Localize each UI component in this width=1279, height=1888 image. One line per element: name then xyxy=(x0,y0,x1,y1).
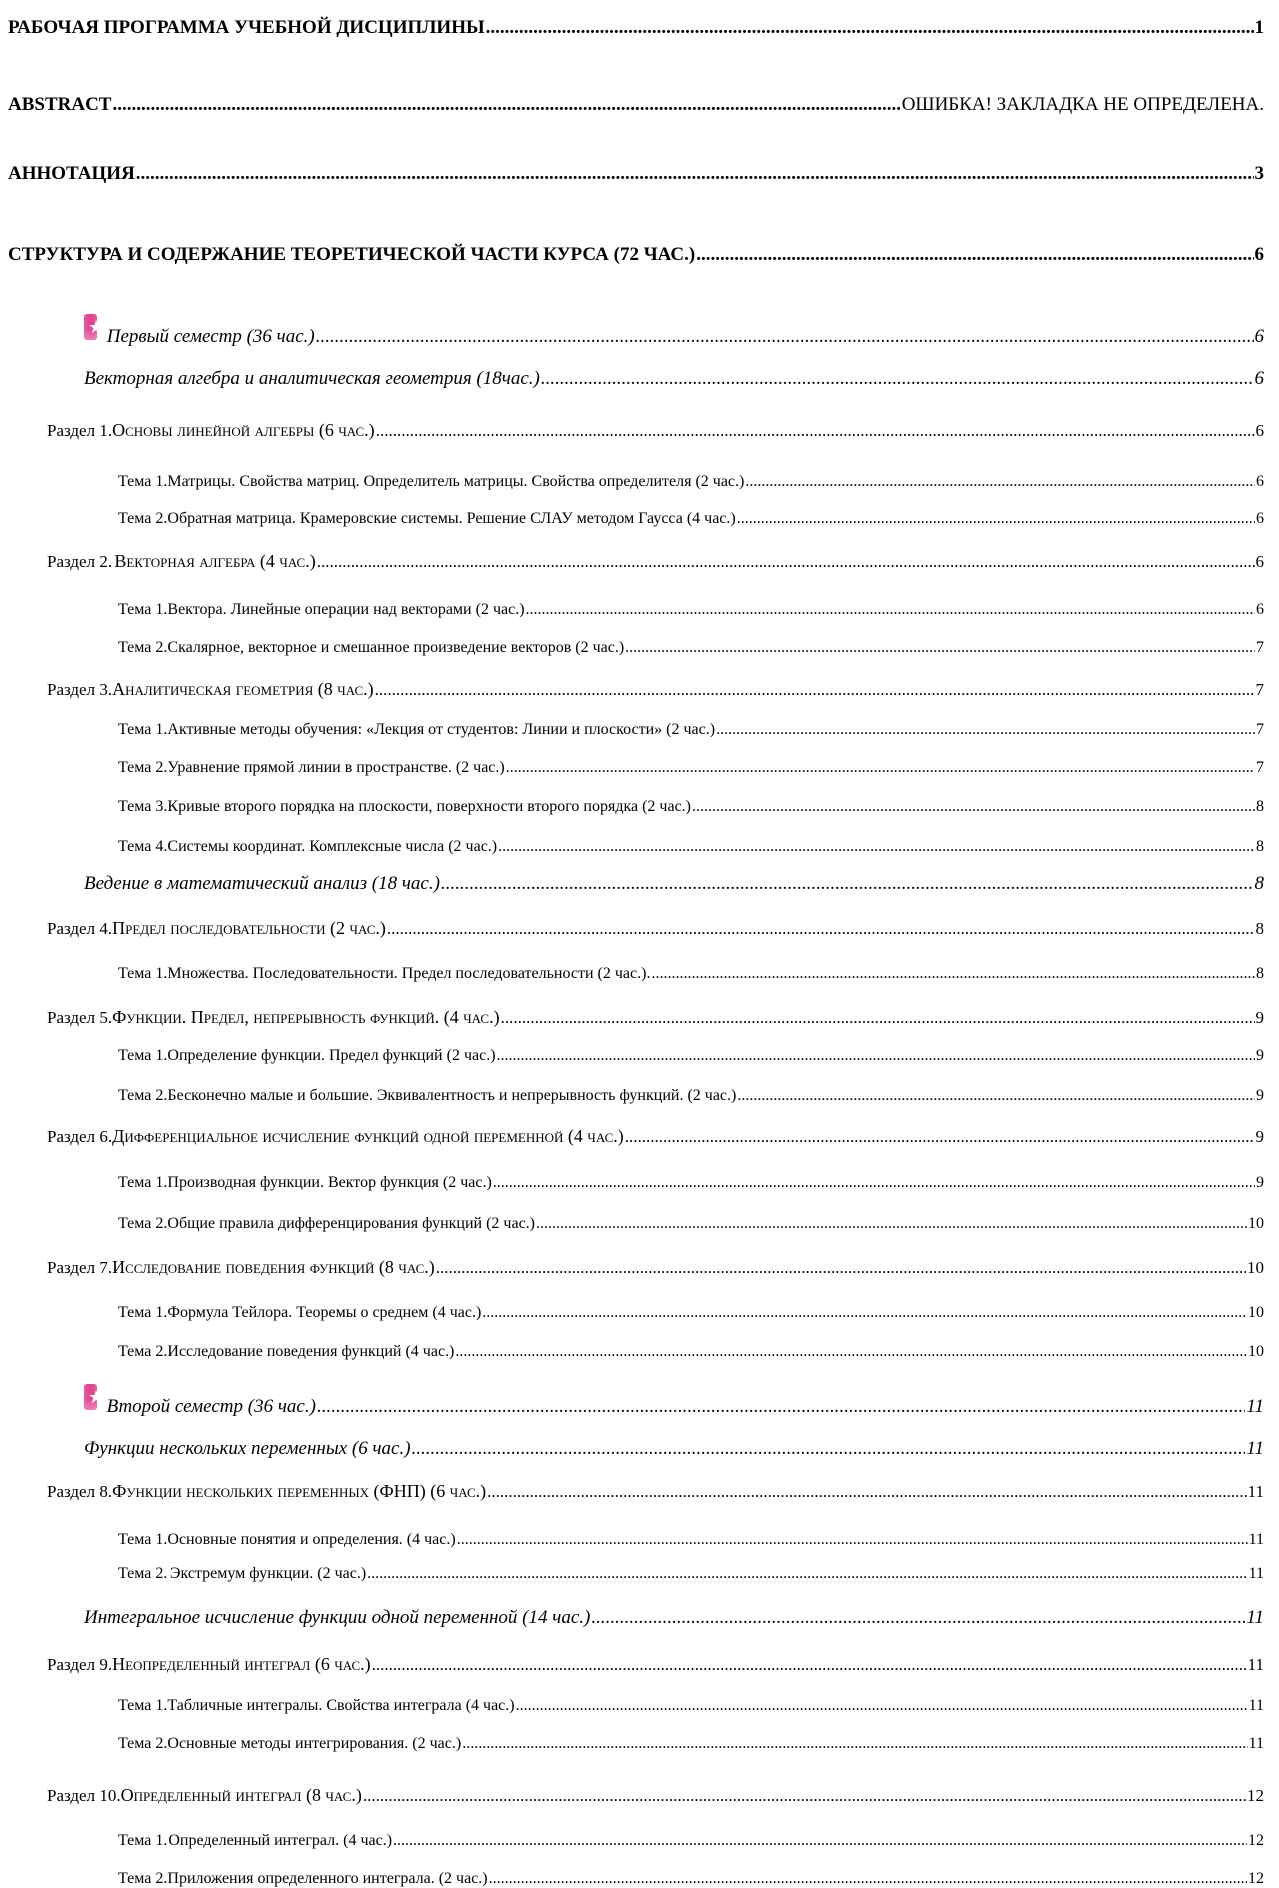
toc-page-number: 6 xyxy=(1256,510,1264,527)
toc-entry-number: Тема 2. xyxy=(118,759,168,776)
toc-entry[interactable] xyxy=(118,1870,1264,1888)
toc-entry[interactable] xyxy=(8,94,1264,116)
toc-page-number: 11 xyxy=(1248,1565,1264,1582)
toc-entry-title: Вектора. Линейные операции над векторами (2 час.) xyxy=(167,601,525,618)
toc-entry-title: Формула Тейлора. Теоремы о среднем (4 час.) xyxy=(167,1304,482,1321)
toc-dot-leader xyxy=(457,1531,1248,1549)
toc-dot-leader xyxy=(316,326,1254,348)
toc-dot-leader xyxy=(625,1127,1255,1147)
toc-entry-number: Тема 1. xyxy=(118,1697,168,1714)
toc-entry-title: Скалярное, векторное и смешанное произведение векторов (2 час.) xyxy=(167,639,625,656)
bookmark-error-text: ОШИБКА! ЗАКЛАДКА НЕ ОПРЕДЕЛЕНА. xyxy=(901,94,1264,115)
toc-dot-leader xyxy=(393,1832,1247,1850)
toc-dot-leader xyxy=(692,798,1255,816)
star-icon xyxy=(84,1384,97,1410)
toc-entry-title: Уравнение прямой линии в пространстве. (2 час.) xyxy=(167,759,505,776)
toc-entry-title: Ведение в математический анализ (18 час.) xyxy=(84,873,440,894)
toc-page-number: 7 xyxy=(1256,721,1264,738)
toc-entry-title: ABSTRACT xyxy=(8,94,112,115)
toc-entry[interactable] xyxy=(47,420,1264,441)
toc-entry-number: Тема 2. xyxy=(118,1870,168,1887)
toc-entry[interactable] xyxy=(47,1257,1264,1278)
toc-entry-number: Тема 2. xyxy=(118,1215,168,1232)
toc-page-number: 8 xyxy=(1256,798,1264,815)
toc-page-number: 10 xyxy=(1247,1258,1264,1277)
toc-dot-leader xyxy=(506,759,1255,777)
toc-dot-leader xyxy=(497,1047,1255,1065)
toc-dot-leader xyxy=(317,1396,1245,1418)
toc-dot-leader xyxy=(317,552,1255,572)
toc-page-number: 12 xyxy=(1248,1870,1264,1887)
toc-entry-number: Раздел 4. xyxy=(47,919,113,938)
toc-entry[interactable] xyxy=(47,1126,1264,1147)
toc-page-number: 12 xyxy=(1248,1832,1264,1849)
toc-entry[interactable] xyxy=(118,721,1264,739)
toc-page-number: 11 xyxy=(1247,1655,1264,1674)
toc-entry[interactable] xyxy=(47,551,1264,572)
toc-entry[interactable] xyxy=(118,798,1264,816)
toc-page-number: 10 xyxy=(1248,1343,1264,1360)
toc-dot-leader xyxy=(493,1174,1255,1192)
toc-entry-title: Предел последовательности (2 час.) xyxy=(112,918,386,938)
toc-entry-title: Множества. Последовательности. Предел последовательности (2 час.). xyxy=(167,965,651,982)
toc-page-number: 9 xyxy=(1255,1127,1264,1146)
toc-entry-number: Тема 1. xyxy=(118,601,168,618)
toc-page-number: 9 xyxy=(1256,1174,1264,1191)
toc-page-number: 6 xyxy=(1254,326,1264,347)
toc-entry[interactable] xyxy=(118,510,1264,528)
toc-entry-number: Раздел 6. xyxy=(47,1127,113,1146)
toc-page-number: 11 xyxy=(1248,1735,1264,1752)
toc-dot-leader xyxy=(387,919,1255,939)
toc-entry-number: Раздел 3. xyxy=(47,680,113,699)
toc-entry-title: Неопределенный интеграл (6 час.) xyxy=(112,1654,371,1674)
toc-entry-number: Раздел 5. xyxy=(47,1008,113,1027)
toc-dot-leader xyxy=(455,1343,1247,1361)
toc-page-number: 10 xyxy=(1248,1215,1264,1232)
toc-entry-title: Определенный интеграл. (4 час.) xyxy=(168,1832,393,1849)
toc-entry-number: Тема 2. xyxy=(118,639,168,656)
toc-entry-title: Дифференциальное исчисление функций одной переменной (4 час.) xyxy=(112,1126,624,1146)
toc-dot-leader xyxy=(498,838,1255,856)
toc-entry-title: Определение функции. Предел функций (2 час.) xyxy=(167,1047,496,1064)
toc-entry-title: РАБОЧАЯ ПРОГРАММА УЧЕБНОЙ ДИСЦИПЛИНЫ xyxy=(8,17,485,38)
toc-page-number: 9 xyxy=(1256,1087,1264,1104)
toc-entry-number: Тема 2. xyxy=(118,1565,168,1582)
toc-dot-leader xyxy=(716,721,1255,739)
toc-entry[interactable] xyxy=(118,639,1264,657)
toc-entry-title: Системы координат. Комплексные числа (2 час.) xyxy=(167,838,498,855)
toc-entry[interactable] xyxy=(47,1654,1264,1675)
toc-entry[interactable] xyxy=(118,1697,1264,1715)
toc-dot-leader xyxy=(737,510,1255,528)
toc-entry[interactable] xyxy=(118,1343,1264,1361)
toc-dot-leader xyxy=(737,1087,1255,1105)
toc-entry[interactable] xyxy=(47,679,1264,700)
toc-entry-number: Тема 1. xyxy=(118,1531,168,1548)
toc-entry-title: Активные методы обучения: «Лекция от студентов: Линии и плоскости» (2 час.) xyxy=(167,721,716,738)
toc-entry-title: Основные методы интегрирования. (2 час.) xyxy=(167,1735,462,1752)
toc-entry-number: Тема 4. xyxy=(118,838,168,855)
toc-entry[interactable] xyxy=(118,1087,1264,1105)
toc-page-number: 9 xyxy=(1256,1047,1264,1064)
toc-entry-number: Тема 1. xyxy=(118,1832,168,1849)
toc-entry-title: Матрицы. Свойства матриц. Определитель матрицы. Свойства определителя (2 час.) xyxy=(167,473,745,490)
toc-page-number: 11 xyxy=(1246,1438,1264,1459)
toc-entry[interactable] xyxy=(84,1438,1264,1460)
toc-entry[interactable] xyxy=(118,1215,1264,1233)
toc-entry-number: Тема 1. xyxy=(118,1174,168,1191)
toc-entry-title: Приложения определенного интеграла. (2 час.) xyxy=(167,1870,488,1887)
toc-entry[interactable] xyxy=(118,1832,1264,1850)
toc-dot-leader xyxy=(372,1655,1247,1675)
toc-entry-title: Обратная матрица. Крамеровские системы. Решение СЛАУ методом Гаусса (4 час.) xyxy=(167,510,736,527)
toc-entry[interactable] xyxy=(118,1174,1264,1192)
toc-page-number: 6 xyxy=(1254,244,1264,265)
toc-dot-leader xyxy=(501,1008,1255,1028)
toc-dot-leader xyxy=(487,1482,1247,1502)
toc-entry-title: Исследование поведения функций (4 час.) xyxy=(167,1343,455,1360)
toc-dot-leader xyxy=(526,601,1255,619)
toc-dot-leader xyxy=(412,1438,1246,1460)
toc-dot-leader xyxy=(745,473,1255,491)
toc-entry[interactable] xyxy=(84,368,1264,390)
toc-entry-title: Функции. Предел, непрерывность функций. (4 час.) xyxy=(112,1007,500,1027)
toc-entry-number: Тема 1. xyxy=(118,1304,168,1321)
toc-page-number: 12 xyxy=(1247,1786,1264,1805)
toc-entry-title: Исследование поведения функций (8 час.) xyxy=(112,1257,435,1277)
toc-entry[interactable] xyxy=(84,873,1264,895)
toc-dot-leader xyxy=(482,1304,1247,1322)
toc-dot-leader xyxy=(541,368,1254,390)
toc-entry-number: Тема 1. xyxy=(118,473,168,490)
toc-entry-number: Тема 2. xyxy=(118,1735,168,1752)
toc-dot-leader xyxy=(591,1607,1245,1629)
toc-entry-number: Тема 3. xyxy=(118,798,168,815)
toc-entry[interactable] xyxy=(47,1007,1264,1028)
toc-dot-leader xyxy=(436,1258,1246,1278)
toc-page-number: 8 xyxy=(1255,919,1264,938)
toc-dot-leader xyxy=(489,1870,1247,1888)
toc-entry-title: Интегральное исчисление функции одной переменной (14 час.) xyxy=(84,1607,591,1628)
toc-entry-title: Экстремум функции. (2 час.) xyxy=(169,1565,367,1582)
toc-entry-title: Общие правила дифференцирования функций (2 час.) xyxy=(167,1215,535,1232)
toc-page-number: 8 xyxy=(1256,965,1264,982)
toc-entry[interactable] xyxy=(47,1481,1264,1502)
toc-page-number: 7 xyxy=(1255,680,1264,699)
toc-page-number: 6 xyxy=(1255,421,1264,440)
toc-entry-title: Основные понятия и определения. (4 час.) xyxy=(167,1531,456,1548)
toc-entry-title: Аналитическая геометрия (8 час.) xyxy=(112,679,374,699)
toc-entry-number: Раздел 8. xyxy=(47,1482,113,1501)
toc-entry-title: Основы линейной алгебры (6 час.) xyxy=(112,420,375,440)
toc-dot-leader xyxy=(696,244,1253,266)
toc-entry-title: Векторная алгебра (4 час.) xyxy=(114,551,316,571)
toc-page-number: 7 xyxy=(1256,759,1264,776)
toc-entry[interactable] xyxy=(47,1785,1264,1806)
toc-entry-number: Раздел 2. xyxy=(47,552,113,571)
toc-entry-number: Раздел 1. xyxy=(47,421,113,440)
toc-entry[interactable] xyxy=(47,918,1264,939)
toc-entry[interactable] xyxy=(8,163,1264,185)
toc-dot-leader xyxy=(462,1735,1247,1753)
toc-page-number: 10 xyxy=(1248,1304,1264,1321)
toc-entry[interactable] xyxy=(118,838,1264,856)
toc-entry-title: АННОТАЦИЯ xyxy=(8,163,135,184)
toc-entry-title: Бесконечно малые и большие. Эквивалентность и непрерывность функций. (2 час.) xyxy=(167,1087,737,1104)
toc-entry[interactable] xyxy=(84,1607,1264,1629)
toc-dot-leader xyxy=(516,1697,1248,1715)
toc-dot-leader xyxy=(625,639,1255,657)
toc-page-number: 6 xyxy=(1255,552,1264,571)
toc-entry-title: Кривые второго порядка на плоскости, поверхности второго порядка (2 час.) xyxy=(167,798,691,815)
toc-page-number: 11 xyxy=(1246,1396,1264,1417)
toc-entry-title: Первый семестр (36 час.) xyxy=(106,326,315,347)
toc-entry-number: Тема 1. xyxy=(118,965,168,982)
toc-dot-leader xyxy=(375,680,1255,700)
toc-entry[interactable] xyxy=(8,244,1264,266)
toc-page-number: 11 xyxy=(1247,1482,1264,1501)
toc-page-number: 6 xyxy=(1256,601,1264,618)
toc-dot-leader xyxy=(376,421,1255,441)
toc-entry[interactable] xyxy=(84,1386,1264,1418)
toc-entry-title: СТРУКТУРА И СОДЕРЖАНИЕ ТЕОРЕТИЧЕСКОЙ ЧАСТИ КУРСА (72 ЧАС.) xyxy=(8,244,696,265)
toc-page-number: 3 xyxy=(1254,163,1264,184)
toc-dot-leader xyxy=(136,163,1254,185)
toc-entry-title: Векторная алгебра и аналитическая геометрия (18час.) xyxy=(84,368,540,389)
star-icon xyxy=(84,314,97,340)
toc-entry-title: Функции нескольких переменных (6 час.) xyxy=(84,1438,411,1459)
toc-entry-number: Тема 2. xyxy=(118,1087,168,1104)
toc-entry[interactable] xyxy=(118,759,1264,777)
toc-entry[interactable] xyxy=(118,965,1264,983)
toc-dot-leader xyxy=(651,965,1255,983)
toc-entry-number: Тема 1. xyxy=(118,721,168,738)
toc-entry-number: Раздел 9. xyxy=(47,1655,113,1674)
toc-page-number: 8 xyxy=(1254,873,1264,894)
toc-entry[interactable] xyxy=(84,316,1264,348)
toc-entry-title: Производная функции. Вектор функция (2 час.) xyxy=(167,1174,492,1191)
toc-page-number: 1 xyxy=(1254,17,1264,38)
toc-entry[interactable] xyxy=(118,1565,1264,1583)
toc-entry-number: Тема 1. xyxy=(118,1047,168,1064)
toc-entry-number: Тема 2. xyxy=(118,510,168,527)
toc-page-number: 6 xyxy=(1256,473,1264,490)
toc-dot-leader xyxy=(363,1786,1246,1806)
toc-entry[interactable] xyxy=(118,1304,1264,1322)
toc-entry[interactable] xyxy=(118,601,1264,619)
toc-entry-title: Второй семестр (36 час.) xyxy=(106,1396,316,1417)
toc-dot-leader xyxy=(441,873,1254,895)
toc-dot-leader xyxy=(486,17,1254,39)
toc-entry-title: Определенный интеграл (8 час.) xyxy=(120,1785,362,1805)
toc-page-number: 7 xyxy=(1256,639,1264,656)
toc-page-number: 6 xyxy=(1254,368,1264,389)
toc-entry[interactable] xyxy=(8,17,1264,39)
toc-page-number: 11 xyxy=(1248,1697,1264,1714)
toc-dot-leader xyxy=(367,1565,1247,1583)
toc-page-number: 9 xyxy=(1255,1008,1264,1027)
toc-entry[interactable] xyxy=(118,1047,1264,1065)
toc-entry-title: Табличные интегралы. Свойства интеграла (4 час.) xyxy=(167,1697,515,1714)
toc-entry-number: Раздел 10. xyxy=(47,1786,121,1805)
toc-entry-title: Функции нескольких переменных (ФНП) (6 час.) xyxy=(112,1481,487,1501)
toc-page-number: 11 xyxy=(1248,1531,1264,1548)
toc-entry[interactable] xyxy=(118,1735,1264,1753)
toc-entry-number: Тема 2. xyxy=(118,1343,168,1360)
toc-page-number: 8 xyxy=(1256,838,1264,855)
toc-dot-leader xyxy=(112,94,900,116)
toc-dot-leader xyxy=(536,1215,1247,1233)
toc-entry-number: Раздел 7. xyxy=(47,1258,113,1277)
toc-page-number: 11 xyxy=(1246,1607,1264,1628)
toc-entry[interactable] xyxy=(118,1531,1264,1549)
toc-entry[interactable] xyxy=(118,473,1264,491)
